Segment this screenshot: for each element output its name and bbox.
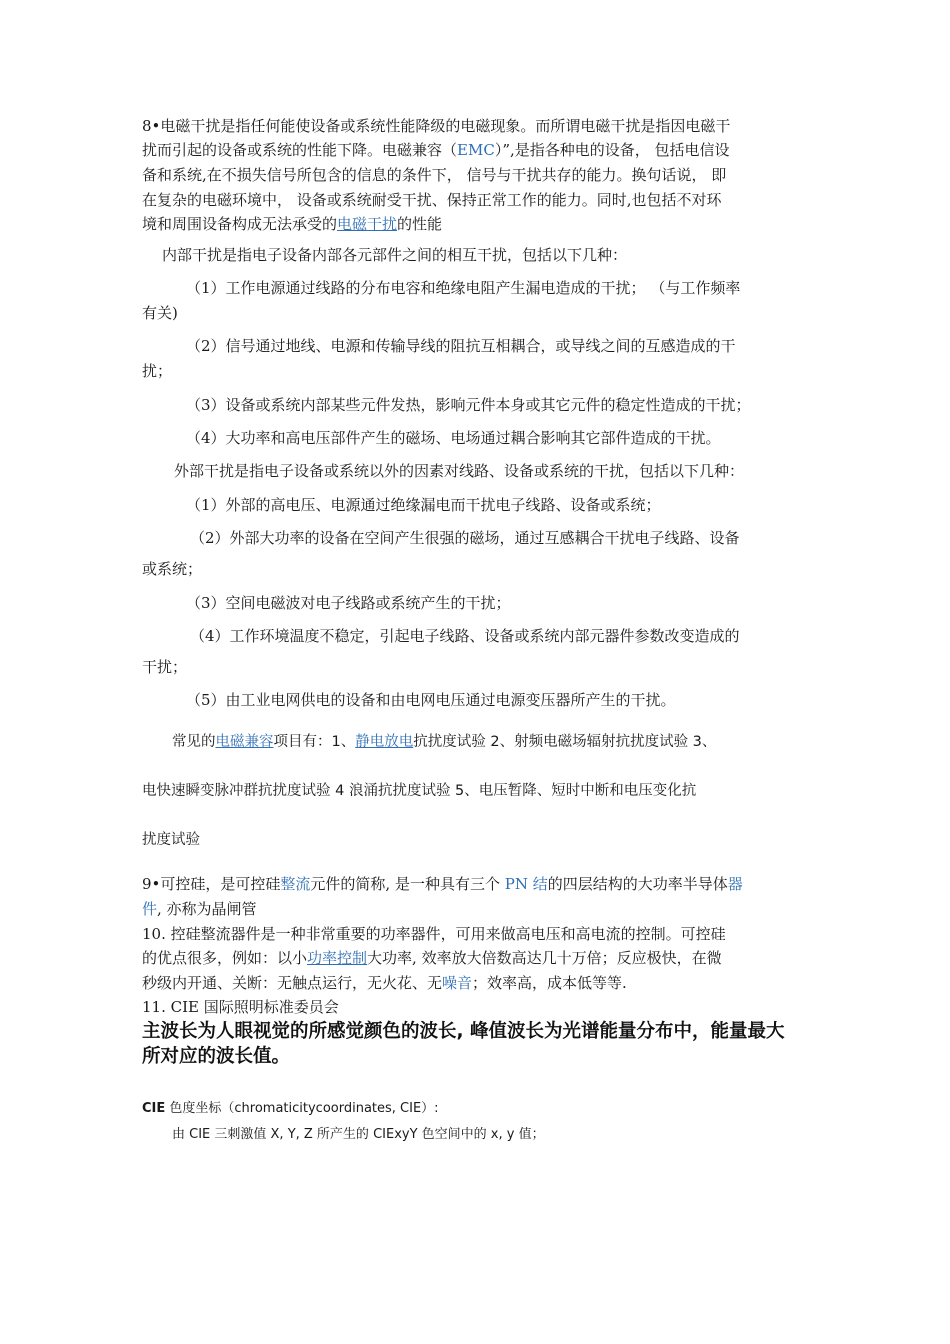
emc-tests-line-2: 电快速瞬变脉冲群抗扰度试验 4 浪涌抗扰度试验 5、电压暂降、短时中断和电压变化抗	[142, 783, 697, 799]
internal-intro: 内部干扰是指电子设备内部各元部件之间的相互干扰，包括以下几种：	[162, 246, 628, 264]
internal-item-2-b: 扰；	[142, 362, 173, 380]
p11-line-1: 11. CIE 国际照明标准委员会	[142, 998, 339, 1016]
p10-line-2	[142, 948, 722, 968]
p8-line-1: 8•电磁干扰是指任何能使设备或系统性能降级的电磁现象。而所谓电磁干扰是指因电磁干	[142, 117, 731, 135]
link-power-control[interactable]: 功率控制	[307, 949, 368, 967]
link-rectifier[interactable]: 整流	[280, 875, 311, 893]
p9-line-2	[142, 899, 257, 919]
emc-tests-line-3: 扰度试验	[142, 832, 200, 848]
external-item-3: （3）空间电磁波对电子线路或系统产生的干扰；	[186, 594, 511, 612]
internal-item-1-a: （1）工作电源通过线路的分布电容和绝缘电阻产生漏电造成的干扰； （与工作频率	[186, 279, 741, 297]
emc-tests-text-a: 常见的	[172, 734, 216, 750]
p9-line-1	[142, 874, 743, 894]
p8-line-4: 在复杂的电磁环境中， 设备或系统耐受干扰、保持正常工作的能力。同时,也包括不对环	[142, 191, 722, 209]
internal-item-3: （3）设备或系统内部某些元件发热，影响元件本身或其它元件的稳定性造成的干扰；	[186, 396, 751, 414]
internal-item-1-b: 有关)	[142, 304, 178, 322]
p9-text-a: 9•可控硅，是可控硅	[142, 875, 281, 893]
p10-line-1: 10. 控硅整流器件是一种非常重要的功率器件，可用来做高电压和高电流的控制。可控硅	[142, 925, 726, 943]
emc-tests-line-1	[172, 732, 716, 752]
external-item-4-b: 干扰；	[142, 658, 188, 676]
emc-tests-text-c: 抗扰度试验 2、射频电磁场辐射抗扰度试验 3、	[413, 734, 717, 750]
p10-text-b: 大功率, 效率放大倍数高达几十万倍；反应极快，在微	[367, 949, 722, 967]
link-electromagnetic-interference[interactable]: 电磁干扰	[337, 215, 398, 233]
external-item-5: （5）由工业电网供电的设备和由电网电压通过电源变压器所产生的干扰。	[186, 691, 676, 709]
internal-item-4: （4）大功率和高电压部件产生的磁场、电场通过耦合影响其它部件造成的干扰。	[186, 429, 721, 447]
p8-line-5	[142, 214, 442, 234]
link-esd[interactable]: 静电放电	[355, 734, 414, 750]
link-pn-junction[interactable]: PN 结	[504, 875, 548, 893]
link-device-part-2[interactable]: 件	[142, 900, 158, 918]
p9-text-d: , 亦称为晶闸管	[157, 900, 257, 918]
external-intro: 外部干扰是指电子设备或系统以外的因素对线路、设备或系统的干扰，包括以下几种：	[174, 462, 745, 480]
cie-description: 由 CIE 三刺激值 X, Y, Z 所产生的 CIExyY 色空间中的 x, y 值；	[172, 1127, 545, 1142]
external-item-4-a: （4）工作环境温度不稳定，引起电子线路、设备或系统内部元器件参数改变造成的	[190, 627, 740, 645]
p10-text-a: 的优点很多，例如：以小	[142, 949, 308, 967]
p10-text-c: 秒级内开通、关断：无触点运行，无火花、无	[142, 974, 443, 992]
link-device-part-1[interactable]: 器	[727, 875, 743, 893]
p10-line-3	[142, 973, 627, 993]
p8-line-2	[142, 140, 730, 160]
p8-line-5-text-b: 的性能	[397, 215, 443, 233]
cie-label-rest: 色度坐标（chromaticitycoordinates, CIE）:	[165, 1101, 439, 1116]
p8-line-3: 备和系统,在不损失信号所包含的信息的条件下， 信号与干扰共存的能力。换句话说， 即	[142, 166, 727, 184]
p9-text-c: 的四层结构的大功率半导体	[547, 875, 728, 893]
p10-text-d: ；效率高，成本低等等.	[472, 974, 627, 992]
cie-label	[142, 1100, 439, 1118]
p11-bold-line-1: 主波长为人眼视觉的所感觉颜色的波长, 峰值波长为光谱能量分布中，能量最大	[142, 1021, 785, 1042]
emc-term: EMC	[457, 141, 495, 159]
p8-line-5-text-a: 境和周围设备构成无法承受的	[142, 215, 338, 233]
p11-bold-line-2: 所对应的波长值。	[142, 1046, 291, 1067]
external-item-2-a: （2）外部大功率的设备在空间产生很强的磁场，通过互感耦合干扰电子线路、设备	[190, 529, 740, 547]
p8-line-2-text-a: 扰而引起的设备或系统的性能下降。电磁兼容（	[142, 141, 458, 159]
internal-item-2-a: （2）信号通过地线、电源和传输导线的阻抗互相耦合，或导线之间的互感造成的干	[186, 337, 736, 355]
link-noise[interactable]: 噪音	[442, 974, 473, 992]
external-item-1: （1）外部的高电压、电源通过绝缘漏电而干扰电子线路、设备或系统；	[186, 496, 661, 514]
cie-label-bold: CIE	[142, 1101, 166, 1116]
emc-tests-text-b: 项目有：1、	[273, 734, 356, 750]
link-emc[interactable]: 电磁兼容	[215, 734, 274, 750]
external-item-2-b: 或系统；	[142, 560, 203, 578]
p8-line-2-text-b: ）”,是指各种电的设备， 包括电信设	[494, 141, 730, 159]
p9-text-b: 元件的简称, 是一种具有三个	[310, 875, 505, 893]
